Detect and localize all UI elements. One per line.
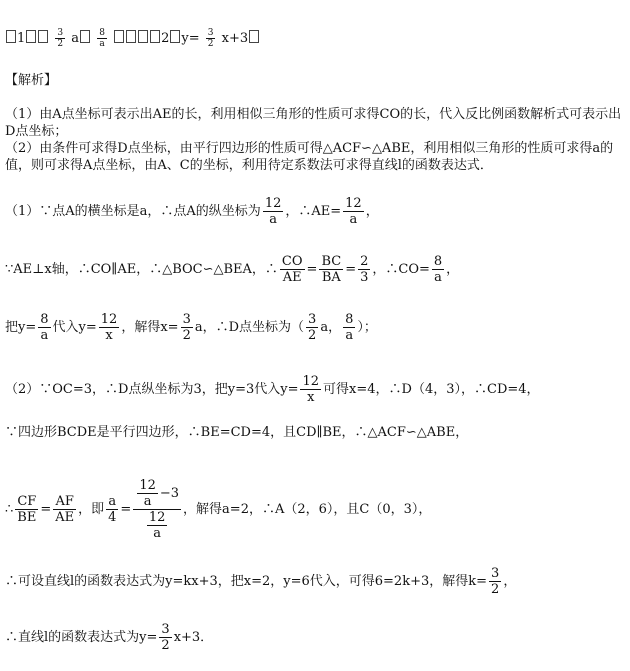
text: ∴直线l的函数表达式为y= [5,630,158,645]
fraction [53,494,76,525]
text: 把y= [5,320,37,335]
numerator: 12 [100,312,118,327]
numerator: 3 [491,566,500,581]
answer-line [5,28,260,49]
denominator: a [153,526,162,541]
fraction [306,312,318,343]
numerator: 3 [308,312,317,327]
fraction [99,312,120,343]
text: 代入y= [52,320,97,335]
missing-glyph-box [150,30,160,43]
numerator: a [106,494,118,510]
text: x+3． [173,630,214,645]
complex-numerator [133,478,181,510]
numerator: CO [281,254,303,269]
fraction [343,312,355,343]
solution-line-1 [5,196,379,227]
missing-glyph-box [138,30,148,43]
missing-glyph-box [114,30,124,43]
text: ，解得a=2，∴A（2，6），且C（0，3）， [183,502,432,517]
numerator: 2 [360,254,369,269]
numerator: 8 [40,312,49,327]
numerator: 12 [139,478,156,493]
solution-line-8 [5,622,213,653]
text: = [40,502,52,517]
answer-tail: x+3 [221,31,249,46]
text: ，∴AE= [285,204,342,219]
denominator: 3 [360,270,369,285]
numerator: 12 [148,510,166,525]
missing-glyph-box [38,30,48,43]
text: a， [320,320,342,335]
fraction [319,254,343,285]
text: = [120,502,132,517]
denominator: x [105,328,113,343]
denominator: AE [55,510,75,525]
denominator: 4 [108,510,117,525]
numerator: 3 [182,312,191,327]
fraction [137,478,158,509]
numerator: 8 [345,312,354,327]
text: ， [446,262,460,277]
denominator: a [40,328,49,343]
fraction [343,196,364,227]
text: ，解得x= [121,320,179,335]
fraction [206,28,216,49]
missing-glyph-box [170,30,180,43]
solution-line-3 [5,312,377,343]
numerator: 12 [264,196,282,211]
answer-part1-number: 1 [17,31,26,46]
denominator: x [307,390,315,405]
answer-part2-number: 2 [161,31,170,46]
solution-line-6 [5,478,431,541]
analysis-paragraph-1: （1）由A点坐标可表示出AE的长，利用相似三角形的性质可求得CO的长，代入反比例函数解析式可表示出D点坐标； [5,107,622,139]
denominator: 2 [161,638,170,653]
numerator: CF [15,494,38,510]
numerator: 8 [433,254,443,269]
numerator: AF [53,494,76,510]
numerator: 3 [207,28,214,38]
analysis-paragraph-2: （2）由条件可求得D点坐标，由平行四边形的性质可得△ACF∽△ABE，利用相似三角形的性质可求得a的值，则可求得A点坐标，由A、C的坐标，利用待定系数法可求得直线l的函数表达式． [5,141,614,173]
text: ∵AE⊥x轴，∴CO∥AE，∴△BOC∽△BEA，∴ [5,262,278,277]
missing-glyph-box [26,30,36,43]
fraction [97,28,107,49]
text: = [306,262,318,277]
denominator: 2 [207,39,214,49]
denominator: 2 [491,582,500,597]
complex-fraction [133,478,181,541]
fraction [55,28,65,49]
denominator: 2 [182,328,191,343]
fraction [280,254,305,285]
denominator: a [99,39,105,49]
numerator: 3 [57,28,64,38]
solution-line-7 [5,566,516,597]
solution-line-5: ∵四边形BCDE是平行四边形，∴BE=CD=4，且CD∥BE，∴△ACF∽△ABE， [5,425,469,440]
text: ， [503,574,517,589]
numerator: 8 [99,28,105,38]
denominator: a [345,328,354,343]
text: ）； [357,320,377,335]
complex-denominator [133,510,181,541]
section-title: 【解析】 [5,73,58,88]
missing-glyph-box [249,30,259,43]
numerator: 12 [302,374,320,389]
fraction [432,254,444,285]
missing-glyph-box [6,30,16,43]
fraction [181,312,193,343]
missing-glyph-box [80,30,90,43]
text: （1）∵点A的横坐标是a，∴点A的纵坐标为 [5,204,261,219]
denominator: a [143,494,152,509]
fraction [106,494,118,525]
denominator: AE [282,270,302,285]
solution-line-4 [5,374,540,405]
text: ， [365,204,379,219]
denominator: a [269,212,277,227]
denominator: a [349,212,358,227]
denominator: BE [17,510,37,525]
fraction [489,566,501,597]
fraction [147,510,168,541]
text: （2）∵OC=3，∴D点纵坐标为3，把y=3代入y= [5,382,299,397]
numerator: 3 [161,622,170,637]
text: ，∴CO= [372,262,430,277]
missing-glyph-box [126,30,136,43]
fraction [300,374,321,405]
numerator: 12 [345,196,362,211]
denominator: a [434,270,442,285]
fraction [159,622,171,653]
fraction [38,312,50,343]
answer-eq: y= [181,31,200,46]
text: ，即 [78,502,105,517]
answer-a-text: a [71,31,80,46]
fraction [263,196,284,227]
denominator: 2 [308,328,317,343]
solution-line-2 [5,254,459,285]
fraction [358,254,370,285]
denominator: 2 [57,39,64,49]
fraction [15,494,38,525]
text: −3 [159,486,180,501]
text: = [345,262,357,277]
text: ∴可设直线l的函数表达式为y=kx+3，把x=2，y=6代入，可得6=2k+3，解得k= [5,574,488,589]
text: 可得x=4，∴D（4，3），∴CD=4， [323,382,540,397]
numerator: BC [321,254,342,269]
text: a，∴D点坐标为（ [194,320,305,335]
text: ∴ [5,502,14,517]
denominator: BA [321,270,341,285]
